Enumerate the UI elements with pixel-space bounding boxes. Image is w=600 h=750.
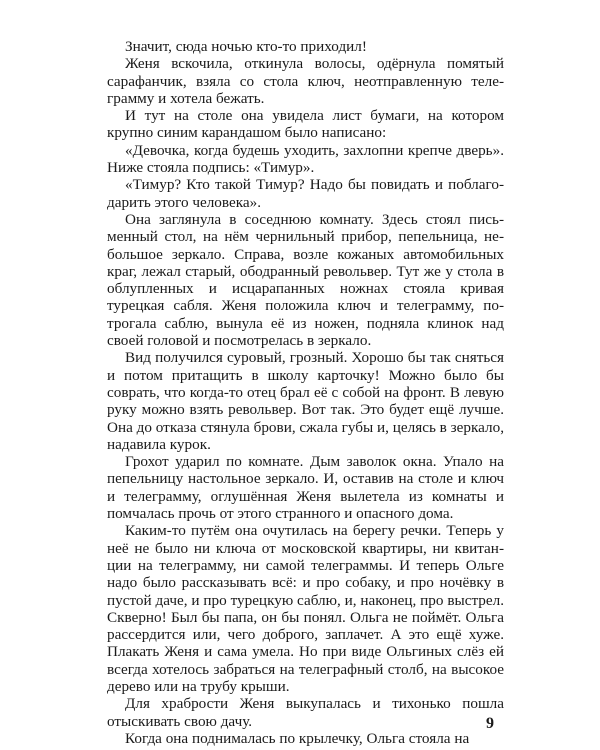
paragraph-4: «Девочка, когда будешь уходить, захлопни крепче дверь». Ниже стояла подпись: «Тимур». — [107, 141, 504, 177]
book-page-text — [107, 38, 504, 747]
page-number: 9 — [486, 715, 494, 732]
paragraph-1: Значит, сюда ночью кто-то приходил! — [125, 38, 367, 55]
paragraph-5: «Тимур? Кто такой Тимур? Надо бы повидать и поблагодарить этого человека». — [107, 176, 504, 211]
paragraph-11: Когда она поднималась по крылечку, Ольга стояла на — [125, 729, 470, 747]
paragraph-10: Для храбрости Женя выкупалась и тихонько пошла отыскивать свою дачу. — [107, 695, 504, 730]
paragraph-3: И тут на столе она увидела лист бумаги, на котором крупно синим карандашом было написано: — [107, 107, 504, 142]
paragraph-6: Она заглянула в соседнюю комнату. Здесь стоял письменный стол, на нём чернильный прибор, пепельница, небольшое зеркало. Справа, возле кожаных автомобильных краг, лежал старый, ободранный револьвер. Тут же у стола в облупленных и исцарапанных ножнах стояла кривая турецкая сабля. Женя положила ключ и телеграмму, потрогала саблю, вынула её из ножен, подняла клинок над своей головой и посмотрелась в зеркало. — [107, 210, 504, 350]
paragraph-2: Женя вскочила, откинула волосы, одёрнула помятый сарафанчик, взяла со стола ключ, неотправленную телеграмму и хотела бежать. — [107, 55, 504, 107]
paragraph-9: Каким-то путём она очутилась на берегу речки. Теперь у неё не было ни ключа от московской квартиры, ни квитанции на телеграмму, ни самой телеграммы. И теперь Ольге надо было рассказывать всё: и про собаку, и про ночёвку в пустой даче, и про турецкую саблю, и, наконец, про выстрел. Скверно! Был бы папа, он бы понял. Ольга не поймёт. Ольга рассердится или, чего доброго, заплачет. А это ещё хуже. Плакать Женя и сама умела. Но при виде Ольгиных слёз ей всегда хотелось забраться на телеграфный столб, на высокое дерево или на трубу крыши. — [107, 522, 504, 695]
paragraph-7: Вид получился суровый, грозный. Хорошо бы так сняться и потом притащить в школу карточку! Можно было бы соврать, что когда-то отец брал её с собой на фронт. В левую руку можно взять револьвер. Вот так. Это будет ещё лучше. Она до отказа стянула брови, сжала губы и, целясь в зеркало, надавила курок. — [107, 349, 504, 453]
paragraph-8: Грохот ударил по комнате. Дым заволок окна. Упало на пепельницу настольное зеркало. И, оставив на столе и ключ и телеграмму, оглушённая Женя вылетела из комнаты и помчалась прочь от этого странного и опасного дома. — [107, 453, 504, 523]
